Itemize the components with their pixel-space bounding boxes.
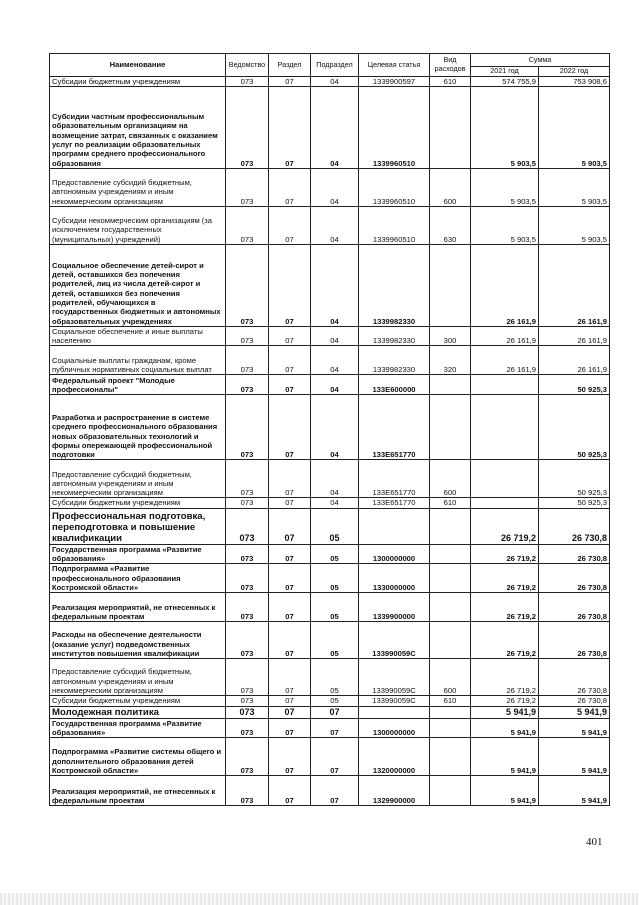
table-row xyxy=(50,326,610,346)
table-cell-vid-raskhodov xyxy=(430,395,471,460)
table-cell-podrazdel: 04 xyxy=(311,168,359,206)
table-cell-celevaya-statya: 1330000000 xyxy=(359,564,430,593)
table-cell-razdel: 07 xyxy=(269,86,311,168)
table-cell-sum-2022: 26 161,9 xyxy=(539,244,610,326)
table-row xyxy=(50,76,610,86)
table-row xyxy=(50,696,610,706)
table-cell-sum-2021: 5 941,9 xyxy=(471,738,539,776)
table-cell-sum-2021: 5 941,9 xyxy=(471,776,539,806)
table-cell-name: Предоставление субсидий бюджетным, автономным учреждениям и иным некоммерческим организациям xyxy=(50,659,226,696)
table-cell-vedomstvo: 073 xyxy=(226,326,269,346)
table-cell-sum-2021: 26 161,9 xyxy=(471,346,539,375)
table-cell-sum-2022: 26 730,8 xyxy=(539,696,610,706)
table-cell-podrazdel: 04 xyxy=(311,460,359,498)
table-cell-vedomstvo: 073 xyxy=(226,395,269,460)
table-cell-name: Государственная программа «Развитие образования» xyxy=(50,718,226,738)
table-cell-sum-2021 xyxy=(471,460,539,498)
table-cell-vedomstvo: 073 xyxy=(226,244,269,326)
table-cell-podrazdel: 04 xyxy=(311,76,359,86)
page-number: 401 xyxy=(586,836,603,848)
table-cell-razdel: 07 xyxy=(269,498,311,508)
table-cell-name: Подпрограмма «Развитие профессионального образования Костромской области» xyxy=(50,564,226,593)
table-cell-razdel: 07 xyxy=(269,375,311,395)
table-cell-podrazdel: 04 xyxy=(311,206,359,244)
table-row xyxy=(50,718,610,738)
table-body xyxy=(50,76,610,806)
table-row xyxy=(50,622,610,659)
table-cell-name: Государственная программа «Развитие образования» xyxy=(50,544,226,564)
header-podrazdel: Подраздел xyxy=(311,54,359,77)
table-cell-vid-raskhodov xyxy=(430,593,471,622)
table-cell-vid-raskhodov xyxy=(430,375,471,395)
table-cell-sum-2022: 26 730,8 xyxy=(539,622,610,659)
table-cell-vedomstvo: 073 xyxy=(226,659,269,696)
table-cell-sum-2021: 26 161,9 xyxy=(471,326,539,346)
table-cell-vedomstvo: 073 xyxy=(226,544,269,564)
table-row xyxy=(50,564,610,593)
table-cell-vid-raskhodov: 610 xyxy=(430,696,471,706)
table-cell-razdel: 07 xyxy=(269,706,311,718)
table-cell-vedomstvo: 073 xyxy=(226,564,269,593)
table-cell-vedomstvo: 073 xyxy=(226,346,269,375)
table-cell-sum-2022: 50 925,3 xyxy=(539,375,610,395)
table-cell-vid-raskhodov: 300 xyxy=(430,326,471,346)
table-cell-podrazdel: 05 xyxy=(311,508,359,544)
table-cell-celevaya-statya: 133E651770 xyxy=(359,460,430,498)
table-cell-vid-raskhodov: 610 xyxy=(430,498,471,508)
table-cell-vedomstvo: 073 xyxy=(226,206,269,244)
table-cell-sum-2021: 5 941,9 xyxy=(471,718,539,738)
table-cell-sum-2021: 5 903,5 xyxy=(471,206,539,244)
table-cell-vid-raskhodov xyxy=(430,718,471,738)
table-cell-name: Субсидии бюджетным учреждениям xyxy=(50,76,226,86)
table-row xyxy=(50,659,610,696)
table-cell-name: Субсидии бюджетным учреждениям xyxy=(50,498,226,508)
table-cell-podrazdel: 05 xyxy=(311,564,359,593)
table-cell-sum-2021: 26 719,2 xyxy=(471,593,539,622)
table-cell-vedomstvo: 073 xyxy=(226,86,269,168)
table-cell-name: Предоставление субсидий бюджетным, автономным учреждениям и иным некоммерческим организациям xyxy=(50,460,226,498)
table-cell-sum-2022: 26 730,8 xyxy=(539,659,610,696)
table-cell-sum-2021: 26 719,2 xyxy=(471,659,539,696)
table-cell-name: Субсидии некоммерческим организациям (за исключением государственных (муниципальных) учреждений) xyxy=(50,206,226,244)
header-celevaya-statya: Целевая статья xyxy=(359,54,430,77)
table-cell-sum-2022: 5 941,9 xyxy=(539,706,610,718)
table-cell-razdel: 07 xyxy=(269,508,311,544)
table-row xyxy=(50,593,610,622)
table-cell-razdel: 07 xyxy=(269,696,311,706)
table-cell-sum-2022: 50 925,3 xyxy=(539,460,610,498)
table-row xyxy=(50,206,610,244)
table-cell-vid-raskhodov: 600 xyxy=(430,460,471,498)
table-cell-sum-2022: 26 161,9 xyxy=(539,326,610,346)
header-year-2022: 2022 год xyxy=(539,67,610,77)
table-cell-sum-2022: 50 925,3 xyxy=(539,395,610,460)
header-vedomstvo: Ведомство xyxy=(226,54,269,77)
table-cell-vid-raskhodov xyxy=(430,86,471,168)
table-row xyxy=(50,375,610,395)
table-row xyxy=(50,544,610,564)
table-cell-vid-raskhodov: 320 xyxy=(430,346,471,375)
table-cell-razdel: 07 xyxy=(269,564,311,593)
table-cell-vid-raskhodov xyxy=(430,544,471,564)
table-cell-vid-raskhodov xyxy=(430,738,471,776)
table-cell-podrazdel: 05 xyxy=(311,544,359,564)
table-cell-sum-2021: 26 719,2 xyxy=(471,544,539,564)
table-cell-sum-2021: 26 719,2 xyxy=(471,564,539,593)
table-cell-vid-raskhodov xyxy=(430,622,471,659)
table-cell-vedomstvo: 073 xyxy=(226,498,269,508)
table-cell-name: Реализация мероприятий, не отнесенных к федеральным проектам xyxy=(50,776,226,806)
table-cell-celevaya-statya: 133E600000 xyxy=(359,375,430,395)
table-row xyxy=(50,508,610,544)
table-cell-podrazdel: 05 xyxy=(311,593,359,622)
table-cell-celevaya-statya: 133990059С xyxy=(359,622,430,659)
table-cell-name: Социальное обеспечение детей-сирот и детей, оставшихся без попечения родителей, лиц из числа детей-сирот и детей, оставшихся без попечения родителей, обучающихся в государственных бюджетных и автономных образовательных учреждениях xyxy=(50,244,226,326)
table-cell-name: Федеральный проект "Молодые профессионалы" xyxy=(50,375,226,395)
table-cell-sum-2021: 574 755,9 xyxy=(471,76,539,86)
table-cell-vedomstvo: 073 xyxy=(226,593,269,622)
table-cell-celevaya-statya: 1339982330 xyxy=(359,346,430,375)
table-cell-sum-2022: 5 903,5 xyxy=(539,86,610,168)
scan-edge xyxy=(0,893,639,905)
table-cell-sum-2022: 5 903,5 xyxy=(539,206,610,244)
table-cell-name: Молодежная политика xyxy=(50,706,226,718)
table-cell-vedomstvo: 073 xyxy=(226,460,269,498)
table-cell-sum-2021: 26 719,2 xyxy=(471,508,539,544)
table-cell-celevaya-statya: 1300000000 xyxy=(359,718,430,738)
table-cell-sum-2022: 5 941,9 xyxy=(539,718,610,738)
table-cell-celevaya-statya: 1339960510 xyxy=(359,206,430,244)
table-cell-name: Социальное обеспечение и иные выплаты населению xyxy=(50,326,226,346)
table-cell-razdel: 07 xyxy=(269,776,311,806)
table-cell-vedomstvo: 073 xyxy=(226,508,269,544)
table-cell-vedomstvo: 073 xyxy=(226,696,269,706)
table-cell-podrazdel: 04 xyxy=(311,375,359,395)
table-cell-razdel: 07 xyxy=(269,206,311,244)
table-cell-podrazdel: 07 xyxy=(311,706,359,718)
table-cell-celevaya-statya: 1339900597 xyxy=(359,76,430,86)
table-cell-vedomstvo: 073 xyxy=(226,622,269,659)
table-cell-sum-2022: 5 941,9 xyxy=(539,776,610,806)
table-cell-podrazdel: 04 xyxy=(311,346,359,375)
table-cell-sum-2021: 26 719,2 xyxy=(471,622,539,659)
table-cell-vedomstvo: 073 xyxy=(226,776,269,806)
table-cell-podrazdel: 07 xyxy=(311,776,359,806)
table-row xyxy=(50,168,610,206)
table-cell-name: Реализация мероприятий, не отнесенных к федеральным проектам xyxy=(50,593,226,622)
table-cell-vid-raskhodov xyxy=(430,508,471,544)
table-cell-sum-2022: 26 730,8 xyxy=(539,544,610,564)
table-cell-razdel: 07 xyxy=(269,593,311,622)
table-cell-podrazdel: 07 xyxy=(311,738,359,776)
table-cell-vid-raskhodov xyxy=(430,706,471,718)
budget-table xyxy=(49,53,610,806)
table-cell-razdel: 07 xyxy=(269,395,311,460)
header-name: Наименование xyxy=(50,54,226,77)
table-cell-celevaya-statya: 1329900000 xyxy=(359,776,430,806)
table-cell-vedomstvo: 073 xyxy=(226,738,269,776)
table-cell-vid-raskhodov xyxy=(430,244,471,326)
table-cell-vid-raskhodov xyxy=(430,776,471,806)
table-cell-sum-2021: 5 903,5 xyxy=(471,86,539,168)
table-cell-name: Расходы на обеспечение деятельности (оказание услуг) подведомственных институтов повышения квалификации xyxy=(50,622,226,659)
table-cell-vid-raskhodov: 600 xyxy=(430,659,471,696)
table-cell-podrazdel: 04 xyxy=(311,326,359,346)
table-cell-celevaya-statya: 1300000000 xyxy=(359,544,430,564)
table-row xyxy=(50,346,610,375)
table-cell-celevaya-statya: 1339900000 xyxy=(359,593,430,622)
table-cell-razdel: 07 xyxy=(269,659,311,696)
table-row xyxy=(50,776,610,806)
table-cell-razdel: 07 xyxy=(269,244,311,326)
table-cell-name: Предоставление субсидий бюджетным, автономным учреждениям и иным некоммерческим организациям xyxy=(50,168,226,206)
table-cell-celevaya-statya: 1339960510 xyxy=(359,168,430,206)
table-cell-podrazdel: 05 xyxy=(311,696,359,706)
table-cell-podrazdel: 07 xyxy=(311,718,359,738)
table-cell-sum-2021 xyxy=(471,498,539,508)
table-cell-vedomstvo: 073 xyxy=(226,375,269,395)
table-row xyxy=(50,460,610,498)
header-year-2021: 2021 год xyxy=(471,67,539,77)
table-cell-sum-2021: 26 161,9 xyxy=(471,244,539,326)
table-cell-sum-2021 xyxy=(471,395,539,460)
table-row xyxy=(50,738,610,776)
table-cell-name: Подпрограмма «Развитие системы общего и дополнительного образования детей Костромской области» xyxy=(50,738,226,776)
table-cell-name: Субсидии бюджетным учреждениям xyxy=(50,696,226,706)
table-cell-sum-2022: 26 730,8 xyxy=(539,593,610,622)
table-cell-razdel: 07 xyxy=(269,544,311,564)
table-cell-celevaya-statya: 133990059С xyxy=(359,659,430,696)
table-cell-name: Профессиональная подготовка, переподготовка и повышение квалификации xyxy=(50,508,226,544)
table-cell-razdel: 07 xyxy=(269,168,311,206)
table-cell-celevaya-statya: 1320000000 xyxy=(359,738,430,776)
table-row xyxy=(50,498,610,508)
table-cell-razdel: 07 xyxy=(269,460,311,498)
header-vid-raskhodov: Вид расходов xyxy=(430,54,471,77)
table-cell-vid-raskhodov: 600 xyxy=(430,168,471,206)
table-cell-vedomstvo: 073 xyxy=(226,706,269,718)
table-cell-razdel: 07 xyxy=(269,326,311,346)
header-summa: Сумма xyxy=(471,54,610,67)
table-cell-celevaya-statya: 1339982330 xyxy=(359,244,430,326)
table-cell-celevaya-statya xyxy=(359,508,430,544)
table-cell-razdel: 07 xyxy=(269,622,311,659)
table-cell-vid-raskhodov xyxy=(430,564,471,593)
table-cell-sum-2022: 26 161,9 xyxy=(539,346,610,375)
table-cell-sum-2022: 26 730,8 xyxy=(539,564,610,593)
table-cell-celevaya-statya xyxy=(359,706,430,718)
table-cell-sum-2021 xyxy=(471,375,539,395)
table-cell-sum-2021: 5 903,5 xyxy=(471,168,539,206)
table-cell-razdel: 07 xyxy=(269,738,311,776)
table-cell-vedomstvo: 073 xyxy=(226,168,269,206)
table-cell-sum-2022: 5 941,9 xyxy=(539,738,610,776)
table-cell-sum-2022: 26 730,8 xyxy=(539,508,610,544)
table-cell-podrazdel: 04 xyxy=(311,395,359,460)
table-cell-sum-2021: 26 719,2 xyxy=(471,696,539,706)
table-cell-podrazdel: 04 xyxy=(311,86,359,168)
table-cell-celevaya-statya: 133990059С xyxy=(359,696,430,706)
table-cell-vedomstvo: 073 xyxy=(226,76,269,86)
table-cell-sum-2022: 50 925,3 xyxy=(539,498,610,508)
table-cell-razdel: 07 xyxy=(269,346,311,375)
table-cell-celevaya-statya: 1339960510 xyxy=(359,86,430,168)
table-cell-vid-raskhodov: 630 xyxy=(430,206,471,244)
table-cell-vid-raskhodov: 610 xyxy=(430,76,471,86)
table-cell-podrazdel: 04 xyxy=(311,498,359,508)
table-cell-razdel: 07 xyxy=(269,76,311,86)
table-cell-celevaya-statya: 133E651770 xyxy=(359,498,430,508)
table-cell-sum-2021: 5 941,9 xyxy=(471,706,539,718)
table-row xyxy=(50,706,610,718)
table-row xyxy=(50,395,610,460)
table-cell-name: Социальные выплаты гражданам, кроме публичных нормативных социальных выплат xyxy=(50,346,226,375)
table-cell-podrazdel: 05 xyxy=(311,622,359,659)
table-cell-vedomstvo: 073 xyxy=(226,718,269,738)
table-cell-podrazdel: 04 xyxy=(311,244,359,326)
table-cell-celevaya-statya: 1339982330 xyxy=(359,326,430,346)
table-row xyxy=(50,244,610,326)
table-cell-sum-2022: 753 908,6 xyxy=(539,76,610,86)
table-cell-celevaya-statya: 133E651770 xyxy=(359,395,430,460)
table-cell-razdel: 07 xyxy=(269,718,311,738)
table-row xyxy=(50,86,610,168)
table-cell-podrazdel: 05 xyxy=(311,659,359,696)
header-razdel: Раздел xyxy=(269,54,311,77)
table-cell-name: Разработка и распространение в системе среднего профессионального образования новых образовательных технологий и формы опережающей профессиональной подготовки xyxy=(50,395,226,460)
table-cell-sum-2022: 5 903,5 xyxy=(539,168,610,206)
table-cell-name: Субсидии частным профессиональным образовательным организациям на возмещение затрат, связанных с оказанием услуг по реализации образовательных программ среднего профессионального образования xyxy=(50,86,226,168)
